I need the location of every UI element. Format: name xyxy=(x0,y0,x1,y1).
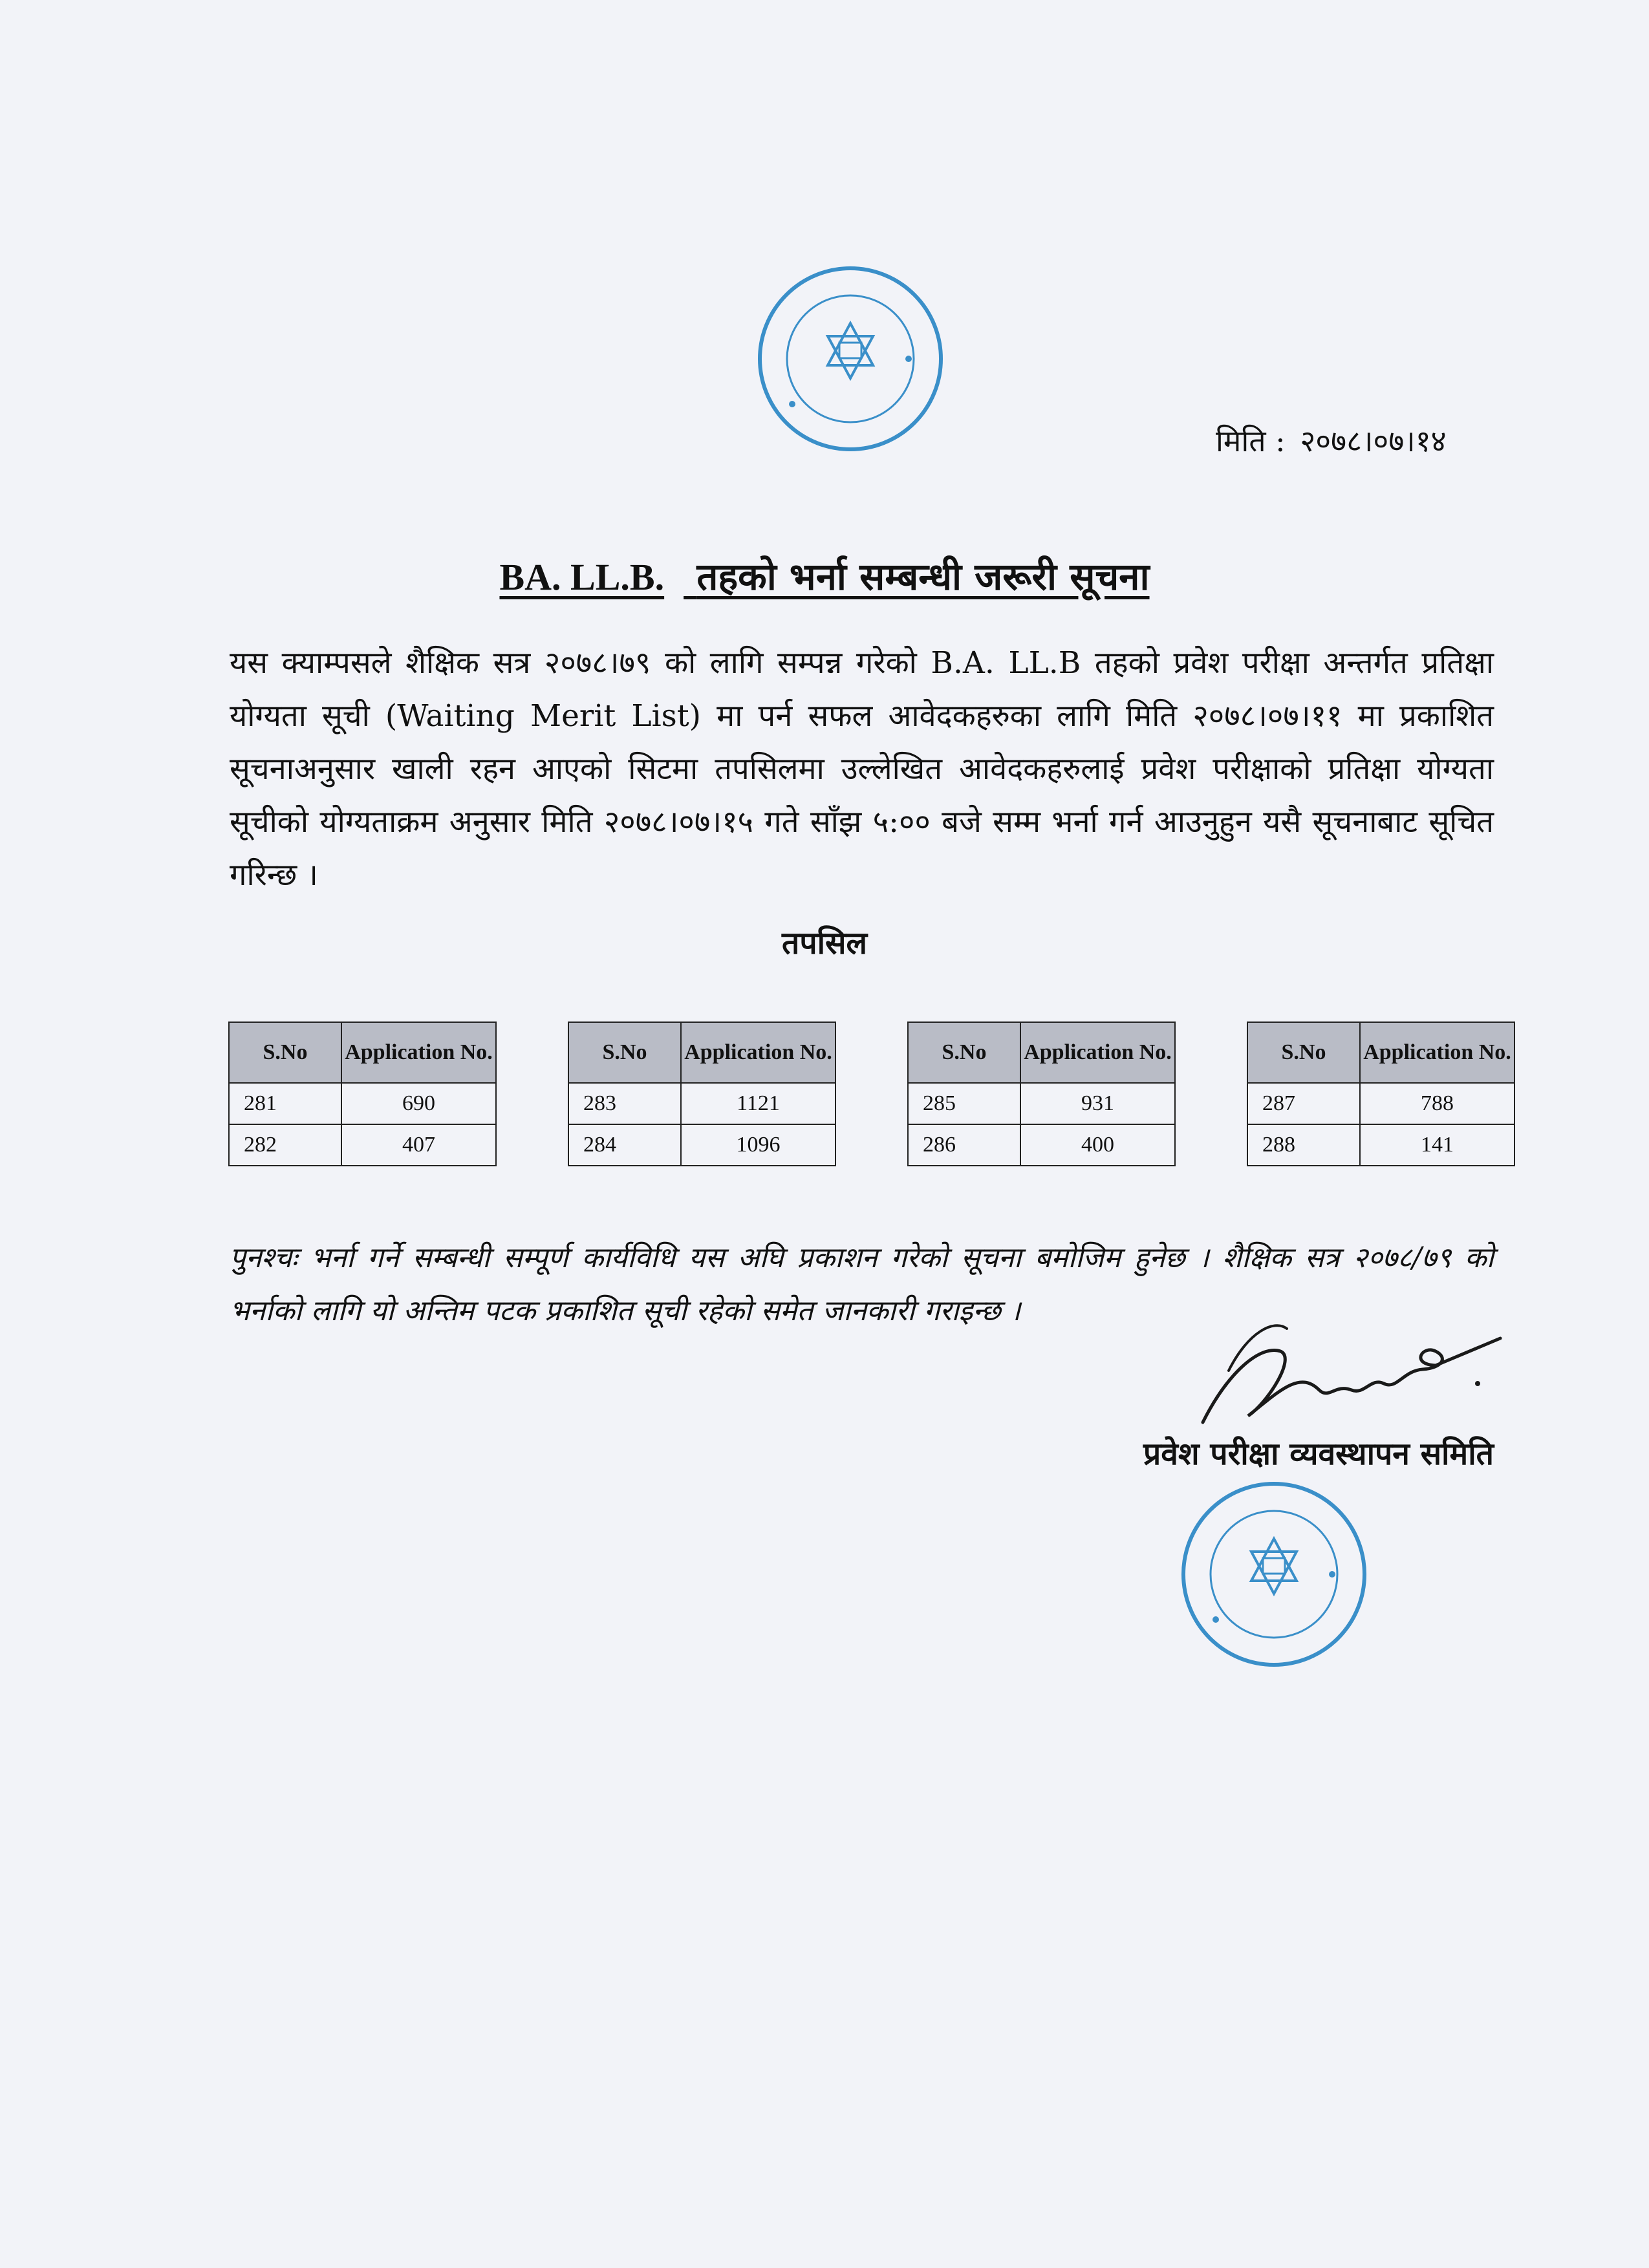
header-sno: S.No xyxy=(1247,1022,1360,1083)
cell-sno: 286 xyxy=(908,1124,1020,1166)
applicant-table-1 xyxy=(228,1022,497,1166)
cell-sno: 281 xyxy=(229,1083,341,1124)
header-sno: S.No xyxy=(568,1022,681,1083)
signature-mark xyxy=(1190,1293,1513,1435)
date-label: मिति : xyxy=(1216,423,1286,458)
annex-heading: तपसिल xyxy=(781,925,868,961)
table-row xyxy=(229,1124,496,1166)
table-row xyxy=(1247,1083,1514,1124)
campus-seal-top xyxy=(753,262,947,456)
notice-date xyxy=(1216,420,1452,460)
table-row xyxy=(568,1124,835,1166)
header-application-no: Application No. xyxy=(341,1022,496,1083)
postscript-note: पुनश्चः भर्ना गर्ने सम्बन्धी सम्पूर्ण कार्यविधि यस अघि प्रकाशन गरेको सूचना बमोजिम हुनेछ । शैक्षिक सत्र २०७८/७९ को भर्नाको लागि यो अन्तिम पटक प्रकाशित सूची रहेको समेत जानकारी गराइन्छ । xyxy=(230,1241,1494,1327)
notice-body: यस क्याम्पसले शैक्षिक सत्र २०७८।७९ को लागि सम्पन्न गरेको B.A. LL.B तहको प्रवेश परीक्षा अन्तर्गत प्रतिक्षा योग्यता सूची (Waiting Merit List) मा पर्न सफल आवेदकहरुका लागि मिति २०७८।०७।११ मा प्रकाशित सूचनाअनुसार खाली रहन आएको सिटमा तपसिलमा उल्लेखित आवेदकहरुलाई प्रवेश परीक्षाको प्रतिक्षा योग्यता सूचीको योग्यताक्रम अनुसार मिति २०७८।०७।१५ गते साँझ ५:०० बजे सम्म भर्ना गर्न आउनुहुन यसै सूचनाबाट सूचित गरिन्छ । xyxy=(230,645,1494,893)
campus-seal-bottom xyxy=(1177,1477,1371,1671)
applicant-table-2 xyxy=(568,1022,836,1166)
cell-sno: 283 xyxy=(568,1083,681,1124)
cell-sno: 285 xyxy=(908,1083,1020,1124)
cell-application-no: 400 xyxy=(1020,1124,1175,1166)
issuing-committee: प्रवेश परीक्षा व्यवस्थापन समिति xyxy=(1143,1436,1494,1472)
date-value: २०७८।०७।१४ xyxy=(1300,423,1447,458)
cell-sno: 284 xyxy=(568,1124,681,1166)
cell-sno: 287 xyxy=(1247,1083,1360,1124)
cell-application-no: 690 xyxy=(341,1083,496,1124)
notice-title xyxy=(0,550,1649,601)
header-sno: S.No xyxy=(229,1022,341,1083)
header-application-no: Application No. xyxy=(1360,1022,1514,1083)
table-row xyxy=(1247,1124,1514,1166)
header-application-no: Application No. xyxy=(1020,1022,1175,1083)
title-program: BA. LL.B. xyxy=(499,556,665,598)
table-row xyxy=(908,1124,1175,1166)
table-row xyxy=(908,1083,1175,1124)
table-row xyxy=(568,1083,835,1124)
header-application-no: Application No. xyxy=(681,1022,835,1083)
table-row xyxy=(229,1083,496,1124)
applicant-table-4 xyxy=(1247,1022,1515,1166)
cell-sno: 288 xyxy=(1247,1124,1360,1166)
title-subject: तहको भर्ना सम्बन्धी जरूरी सूचना xyxy=(696,555,1150,599)
cell-application-no: 1096 xyxy=(681,1124,835,1166)
header-sno: S.No xyxy=(908,1022,1020,1083)
applicant-table-3 xyxy=(907,1022,1176,1166)
cell-application-no: 1121 xyxy=(681,1083,835,1124)
cell-application-no: 788 xyxy=(1360,1083,1514,1124)
cell-application-no: 141 xyxy=(1360,1124,1514,1166)
cell-sno: 282 xyxy=(229,1124,341,1166)
cell-application-no: 931 xyxy=(1020,1083,1175,1124)
cell-application-no: 407 xyxy=(341,1124,496,1166)
